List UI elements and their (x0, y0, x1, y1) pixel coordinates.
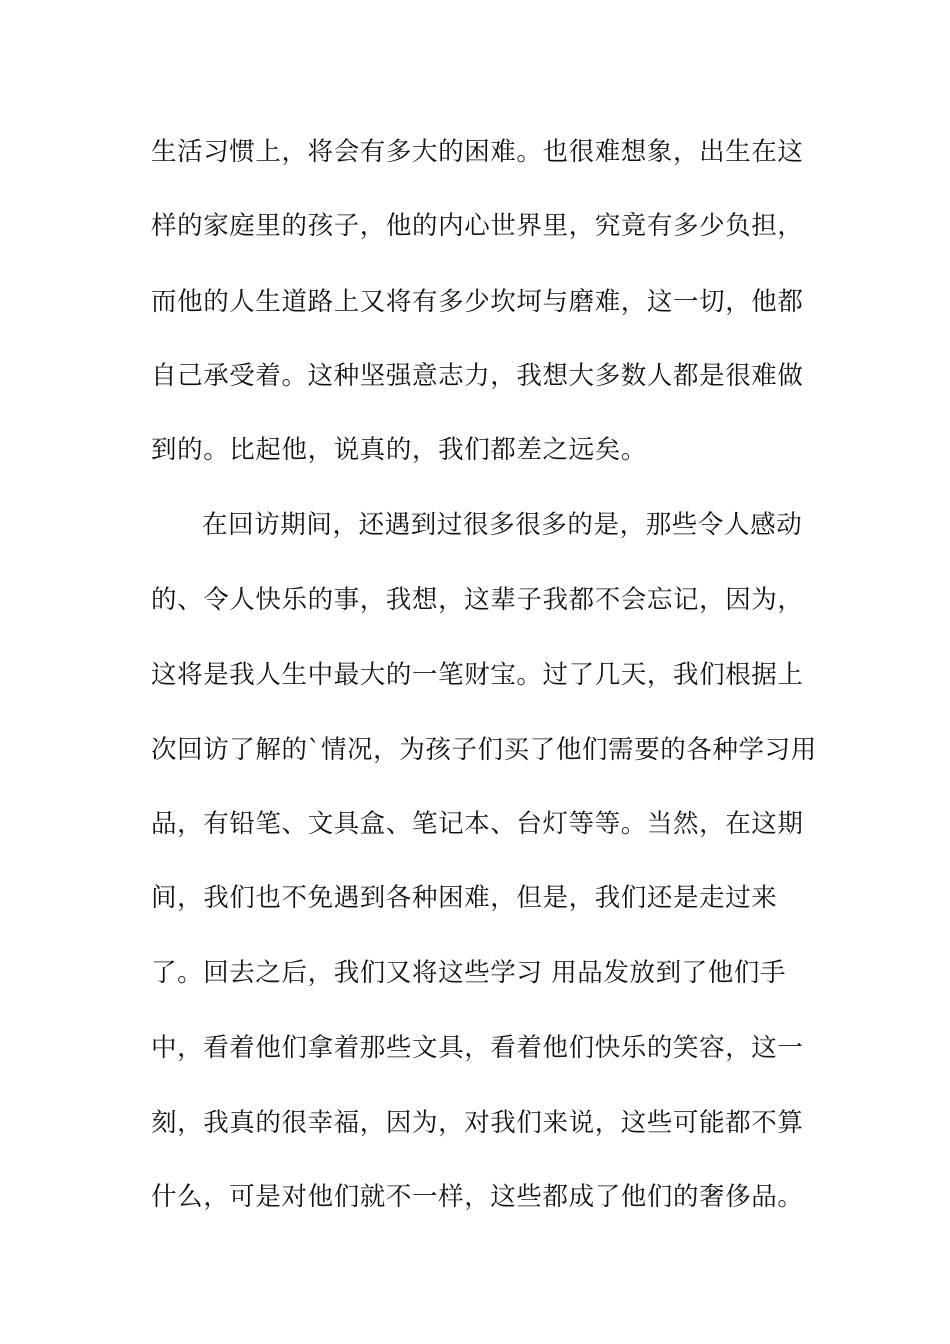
text-line: 品，有铅笔、文具盒、笔记本、台灯等等。当然，在这期 (151, 809, 804, 839)
text-line: 而他的人生道路上又将有多少坎坷与磨难，这一切，他都 (151, 287, 804, 317)
text-line: 刻，我真的很幸福，因为，对我们来说，这些可能都不算 (151, 1108, 804, 1138)
text-line: 生活习惯上，将会有多大的困难。也很难想象，出生在这 (151, 137, 804, 167)
text-line: 这将是我人生中最大的一笔财宝。过了几天，我们根据上 (151, 660, 804, 690)
text-line: 样的家庭里的孩子，他的内心世界里，究竟有多少负担， (151, 211, 804, 241)
text-line: 次回访了解的`情况，为孩子们买了他们需要的各种学习用 (151, 735, 817, 765)
text-line: 到的。比起他，说真的，我们都差之远矣。 (151, 435, 647, 465)
text-line: 的、令人快乐的事，我想，这辈子我都不会忘记，因为， (151, 585, 804, 615)
text-line: 自己承受着。这种坚强意志力，我想大多数人都是很难做 (151, 361, 804, 391)
paragraph-first-line: 在回访期间，还遇到过很多很多的是，那些令人感动 (202, 510, 803, 540)
text-line: 了。回去之后，我们又将这些学习 用品发放到了他们手 (151, 958, 787, 988)
text-line: 间，我们也不免遇到各种困难，但是，我们还是走过来 (151, 883, 778, 913)
text-line: 什么，可是对他们就不一样，这些都成了他们的奢侈品。 (151, 1182, 804, 1212)
text-line: 中，看着他们拿着那些文具，看着他们快乐的笑容，这一 (151, 1033, 804, 1063)
